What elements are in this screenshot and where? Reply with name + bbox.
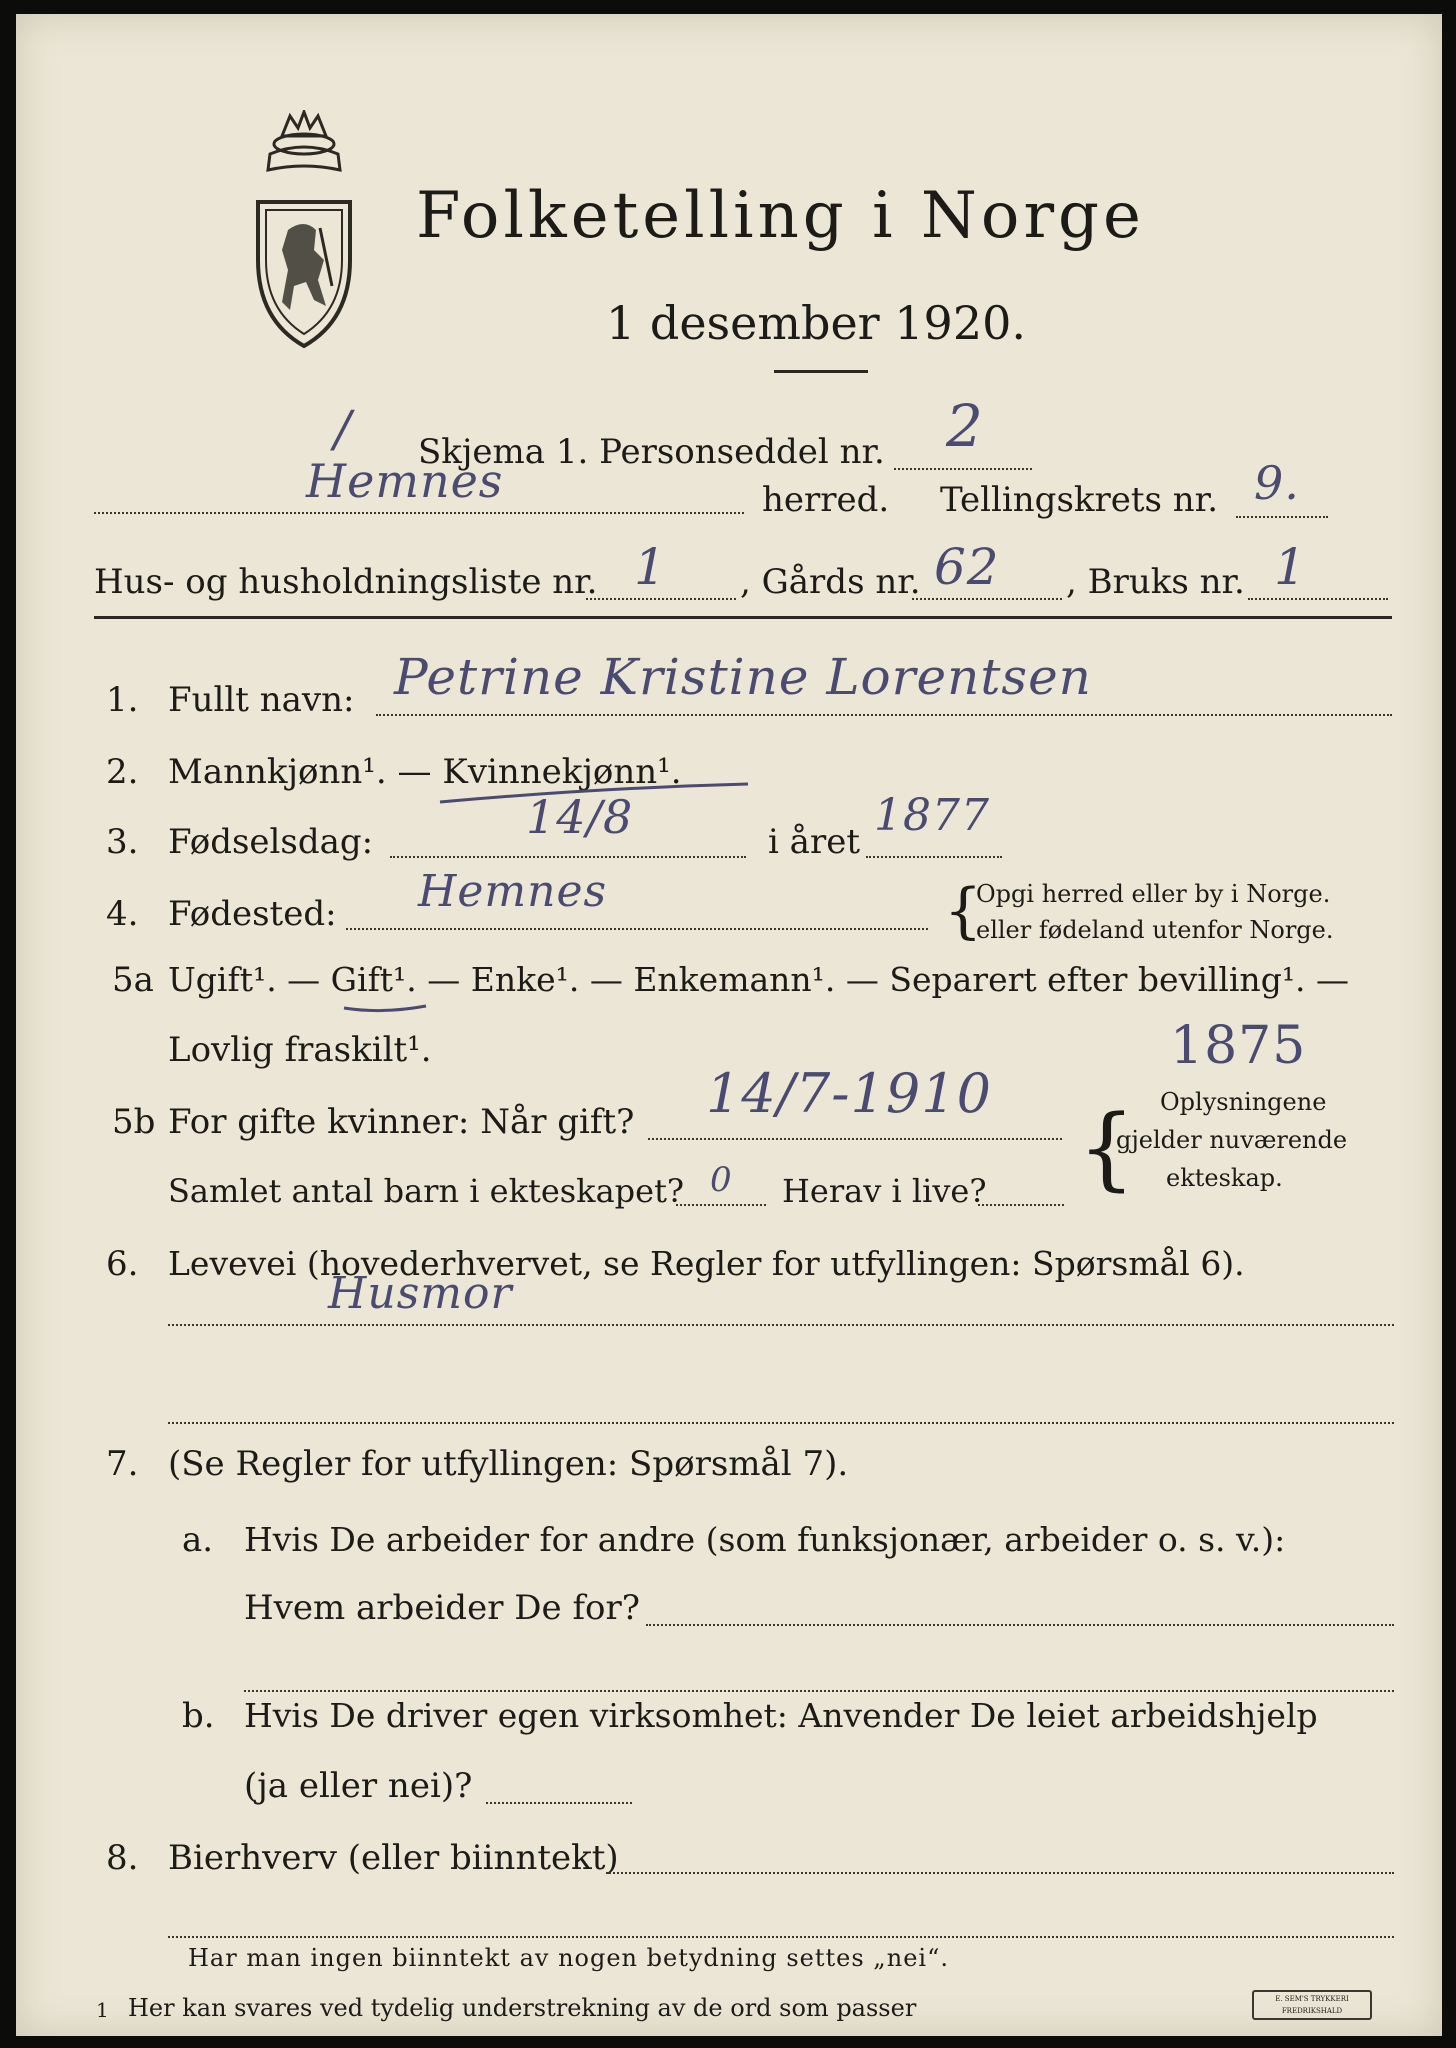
q8-note: Har man ingen biinntekt av nogen betydning settes „nei“. [188,1944,949,1972]
q5b-note-line3: ekteskap. [1166,1164,1283,1192]
q7b-letter: b. [182,1696,215,1736]
q4-label: Fødested: [168,894,337,934]
hus-line [586,598,736,600]
q8-label: Bierhverv (eller biinntekt) [168,1838,619,1878]
q5b-note-line1: Oplysningene [1160,1088,1327,1116]
q5a-label: Ugift¹. — Gift¹. — Enke¹. — Enkemann¹. — Separert efter bevilling¹. — [168,960,1350,999]
q8-line-2 [168,1936,1394,1938]
q8-line-1 [606,1872,1394,1874]
herred-line [94,512,744,514]
printer-stamp-text: E. SEM'S TRYKKERI FREDRIKSHALD [1275,1995,1349,2015]
children-line [676,1204,766,1206]
q7a-line-1 [646,1624,1394,1626]
gards-label: , Gårds nr. [740,562,921,602]
gards-nr-value: 62 [934,538,1000,596]
margin-year-note: 1875 [1170,1016,1307,1076]
q1-number: 1. [106,680,139,720]
hus-label: Hus- og husholdningsliste nr. [94,562,598,602]
q5b-married-line [648,1138,1062,1140]
skjema-label: Skjema 1. Personseddel nr. [418,432,885,472]
footnote-marker: 1 [96,1998,109,2022]
gards-line [912,598,1062,600]
herred-value: Hemnes [306,454,504,508]
children-value: 0 [710,1160,733,1200]
leading-slash-mark: / [334,400,352,458]
full-name-value: Petrine Kristine Lorentsen [394,648,1092,706]
footnote-text: Her kan svares ved tydelig understrekning av de ord som passer [128,1994,917,2022]
q6-number: 6. [106,1244,139,1284]
q2-label: Mannkjønn¹. — Kvinnekjønn¹. [168,752,682,792]
bruks-nr-value: 1 [1274,538,1307,596]
census-form [16,14,1442,2036]
q5b-brace: { [1078,1096,1136,1201]
married-date-value: 14/7-1910 [706,1062,992,1125]
tellingskrets-line [1236,516,1328,518]
herred-label: herred. [762,480,890,520]
q4-note-line2: eller fødeland utenfor Norge. [976,916,1334,944]
occupation-value: Husmor [328,1268,513,1319]
alive-line [978,1204,1064,1206]
printer-stamp [1252,1990,1372,2020]
q7-label: (Se Regler for utfyllingen: Spørsmål 7). [168,1444,849,1484]
q1-line [376,714,1392,716]
q4-line [346,928,928,930]
tellingskrets-label: Tellingskrets nr. [940,480,1219,520]
q7a-label: Hvis De arbeider for andre (som funksjonær, arbeider o. s. v.): [244,1520,1286,1559]
hus-nr-value: 1 [634,538,667,596]
census-date: 1 desember 1920. [606,296,1026,350]
q7b-label: Hvis De driver egen virksomhet: Anvender De leiet arbeidshjelp [244,1696,1318,1735]
bruks-label: , Bruks nr. [1066,562,1245,602]
q1-label: Fullt navn: [168,680,355,720]
q7a-letter: a. [182,1520,214,1560]
q5b-number: 5b [112,1102,156,1142]
q8-number: 8. [106,1838,139,1878]
birthday-value: 14/8 [526,790,634,844]
bruks-line [1248,598,1388,600]
q6-line-2 [168,1422,1394,1424]
q6-line-1 [168,1324,1394,1326]
title-divider [774,370,868,373]
q3-year-label: i året [768,822,860,862]
gift-underline [342,998,432,1018]
q4-brace: { [944,876,983,946]
q7b-label-continued: (ja eller nei)? [244,1766,473,1806]
q7-number: 7. [106,1444,139,1484]
q5b-note-line2: gjelder nuværende [1116,1126,1348,1154]
alive-label: Herav i live? [782,1172,987,1210]
q3-year-line [866,856,1002,858]
q3-number: 3. [106,822,139,862]
personseddel-line [894,468,1032,470]
header-rule [94,616,1392,619]
tellingskrets-nr-value: 9. [1254,456,1300,510]
q5a-number: 5a [112,960,154,1000]
q7b-line [486,1802,632,1804]
form-title: Folketelling i Norge [416,179,1145,253]
q3-day-line [390,856,746,858]
personseddel-nr-value: 2 [946,392,984,460]
q7a-label-continued: Hvem arbeider De for? [244,1588,640,1628]
coat-of-arms-icon [244,110,364,350]
q5b-label: For gifte kvinner: Når gift? [168,1102,635,1142]
q6-label: Levevei (hovederhvervet, se Regler for utfyllingen: Spørsmål 6). [168,1244,1245,1283]
q7a-line-2 [244,1690,1394,1692]
q5a-label-continued: Lovlig fraskilt¹. [168,1030,432,1070]
q3-label: Fødselsdag: [168,822,374,862]
q4-note-line1: Opgi herred eller by i Norge. [976,880,1331,908]
children-label: Samlet antal barn i ekteskapet? [168,1172,685,1210]
q2-number: 2. [106,752,139,792]
birth-year-value: 1877 [874,790,990,841]
q4-number: 4. [106,894,139,934]
birthplace-value: Hemnes [418,866,608,917]
